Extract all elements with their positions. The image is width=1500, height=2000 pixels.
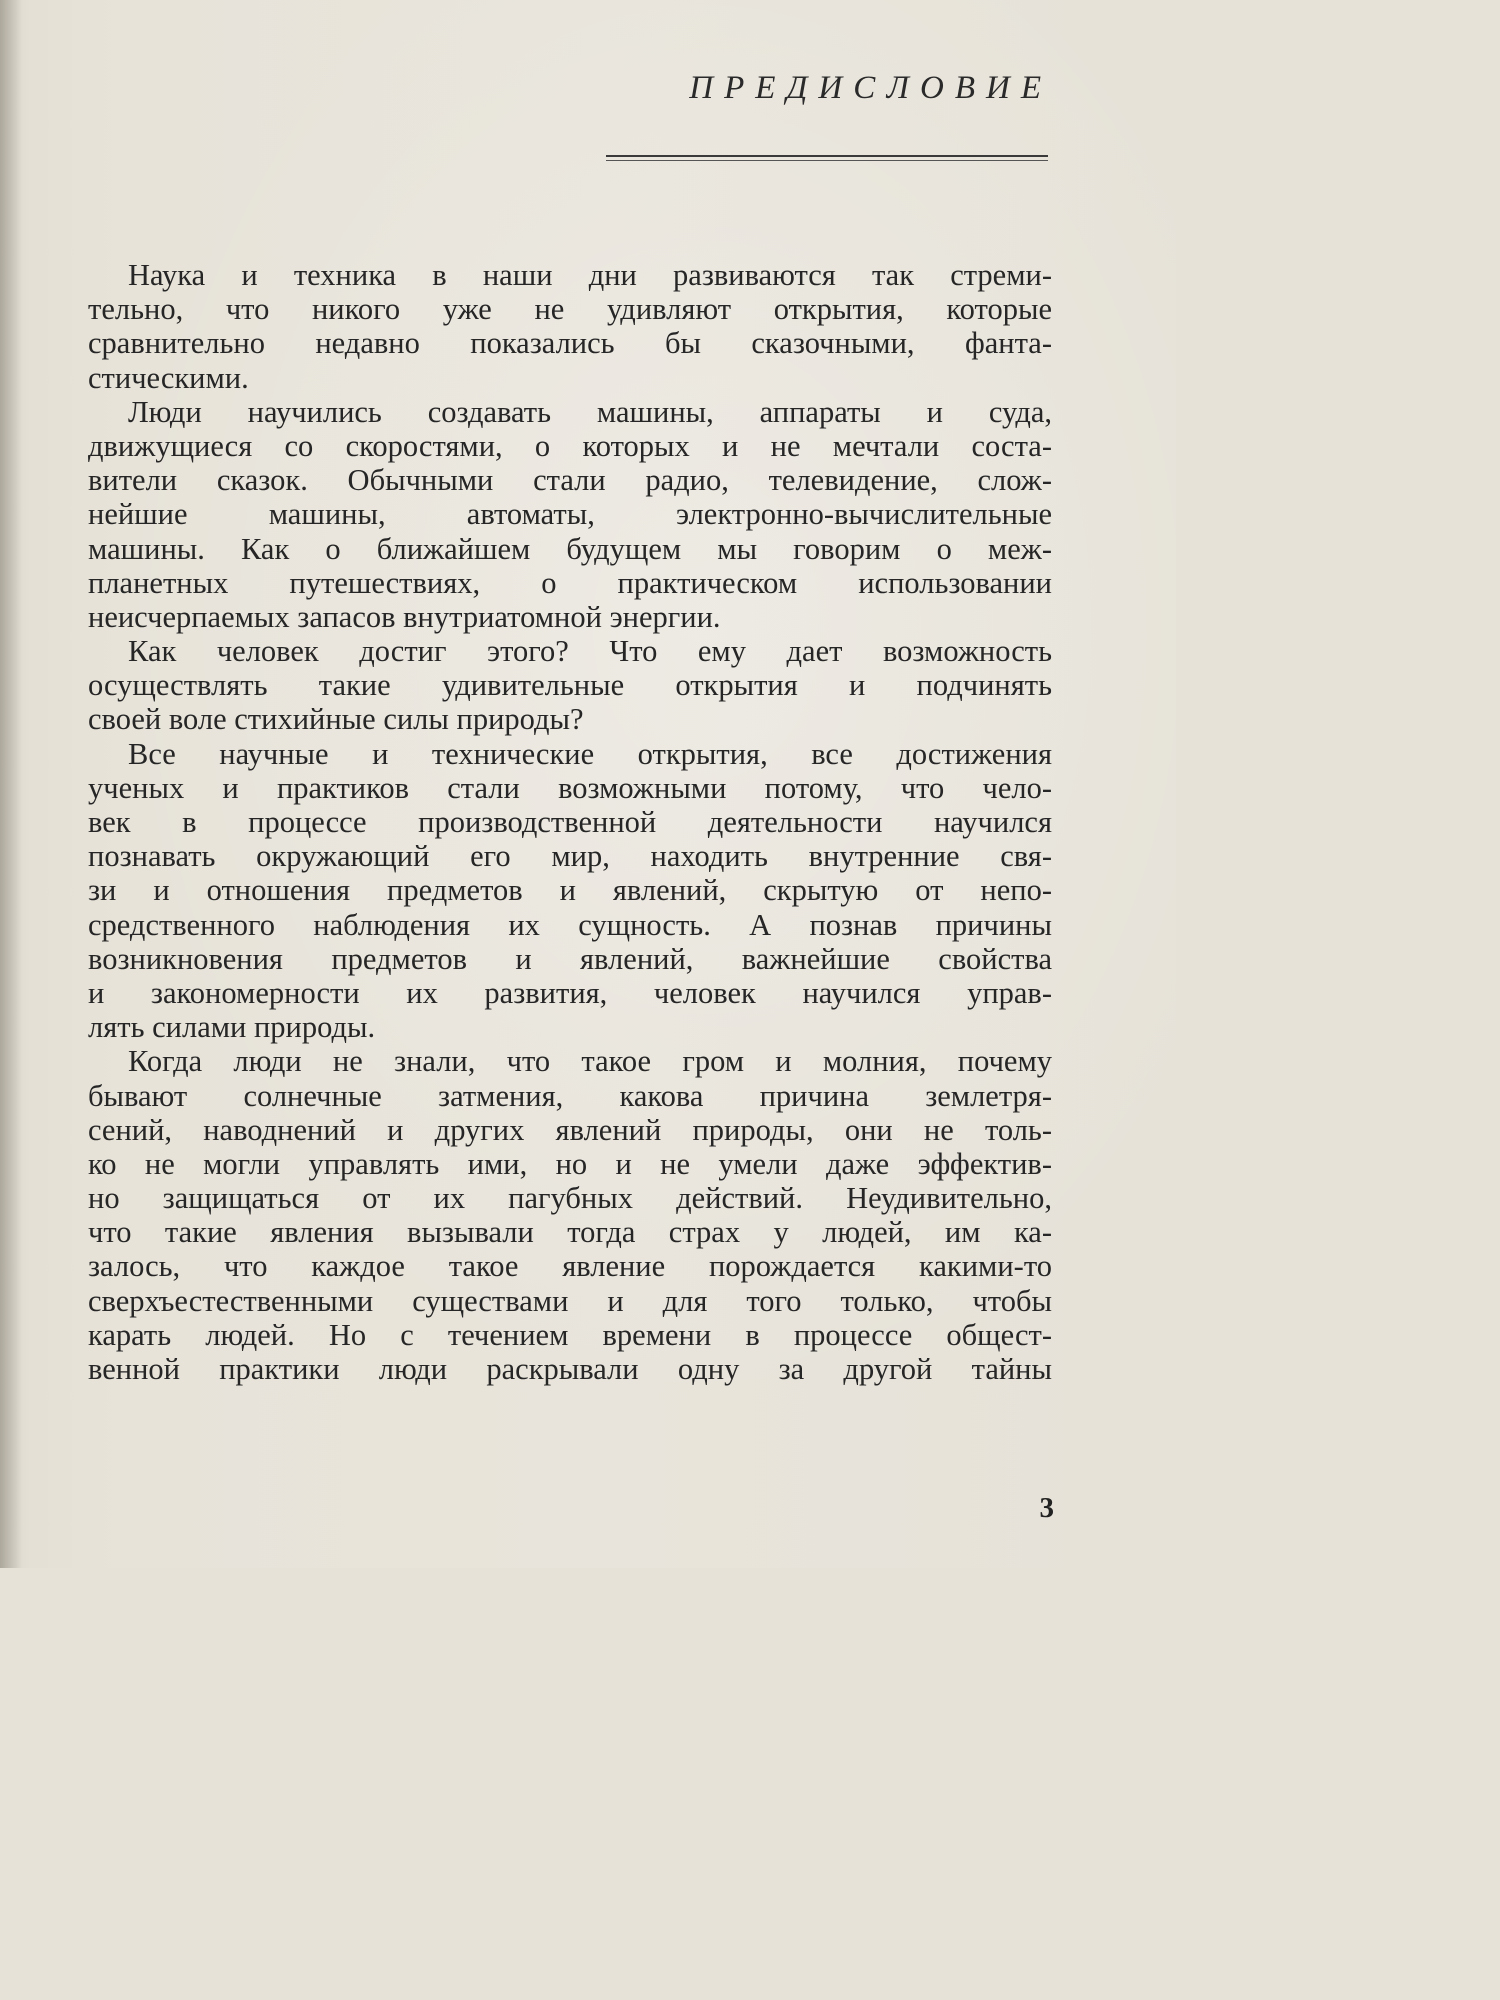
text-line: Когда люди не знали, что такое гром и молния, почему bbox=[128, 1044, 1052, 1079]
heading-rule-thin bbox=[606, 160, 1048, 161]
text-line: бывают солнечные затмения, какова причина землетря- bbox=[88, 1078, 1052, 1113]
text-line: Наука и техника в наши дни развиваются так стреми- bbox=[128, 258, 1052, 292]
paragraph bbox=[88, 258, 1052, 395]
text-line: Как человек достиг этого? Что ему дает возможность bbox=[128, 634, 1052, 669]
text-line: вители сказок. Обычными стали радио, телевидение, слож- bbox=[88, 463, 1052, 498]
paragraph bbox=[88, 395, 1052, 634]
text-line: венной практики люди раскрывали одну за другой тайны bbox=[88, 1352, 1052, 1386]
text-line: своей воле стихийные силы природы? bbox=[88, 702, 584, 737]
text-line: лять силами природы. bbox=[88, 1010, 376, 1045]
text-line: карать людей. Но с течением времени в процессе общест- bbox=[88, 1317, 1052, 1352]
text-line: ученых и практиков стали возможными потому, что чело- bbox=[88, 770, 1052, 805]
text-line: Все научные и технические открытия, все достижения bbox=[128, 736, 1052, 771]
text-line: тельно, что никого уже не удивляют открытия, которые bbox=[88, 292, 1052, 327]
heading-double-rule bbox=[606, 155, 1048, 163]
text-line: нейшие машины, автоматы, электронно-вычислительные bbox=[88, 497, 1052, 532]
paragraph bbox=[88, 1044, 1052, 1386]
text-line: зи и отношения предметов и явлений, скрытую от непо- bbox=[88, 873, 1052, 908]
text-line: познавать окружающий его мир, находить внутренние свя- bbox=[88, 839, 1052, 874]
text-line: что такие явления вызывали тогда страх у людей, им ка- bbox=[88, 1215, 1052, 1250]
body-text bbox=[88, 258, 1052, 1386]
text-line: сений, наводнений и других явлений природы, они не толь- bbox=[88, 1112, 1052, 1147]
binding-shadow bbox=[0, 0, 22, 1568]
text-line: планетных путешествиях, о практическом использовании bbox=[88, 565, 1052, 600]
text-line: неисчерпаемых запасов внутриатомной энергии. bbox=[88, 599, 721, 634]
text-line: и закономерности их развития, человек научился управ- bbox=[88, 975, 1052, 1010]
page-number: 3 bbox=[1039, 1492, 1054, 1524]
paragraph bbox=[88, 737, 1052, 1045]
text-line: сверхъестественными существами и для того только, чтобы bbox=[88, 1283, 1052, 1318]
text-line: возникновения предметов и явлений, важнейшие свойства bbox=[88, 941, 1052, 976]
text-line: машины. Как о ближайшем будущем мы говорим о меж- bbox=[88, 531, 1052, 566]
text-line: век в процессе производственной деятельности научился bbox=[88, 805, 1052, 839]
text-line: ко не могли управлять ими, но и не умели даже эффектив- bbox=[88, 1146, 1052, 1181]
heading-rule-thick bbox=[606, 155, 1048, 157]
paragraph bbox=[88, 634, 1052, 737]
text-line: осуществлять такие удивительные открытия и подчинять bbox=[88, 668, 1052, 703]
text-line: стическими. bbox=[88, 360, 249, 395]
text-line: средственного наблюдения их сущность. А познав причины bbox=[88, 907, 1052, 942]
text-line: движущиеся со скоростями, о которых и не мечтали соста- bbox=[88, 428, 1052, 463]
text-line: Люди научились создавать машины, аппараты и суда, bbox=[128, 394, 1052, 429]
text-line: сравнительно недавно показались бы сказочными, фанта- bbox=[88, 326, 1052, 361]
page-heading: ПРЕДИСЛОВИЕ bbox=[689, 70, 1052, 106]
text-line: но защищаться от их пагубных действий. Неудивительно, bbox=[88, 1181, 1052, 1216]
text-line: залось, что каждое такое явление порождается какими-то bbox=[88, 1249, 1052, 1284]
